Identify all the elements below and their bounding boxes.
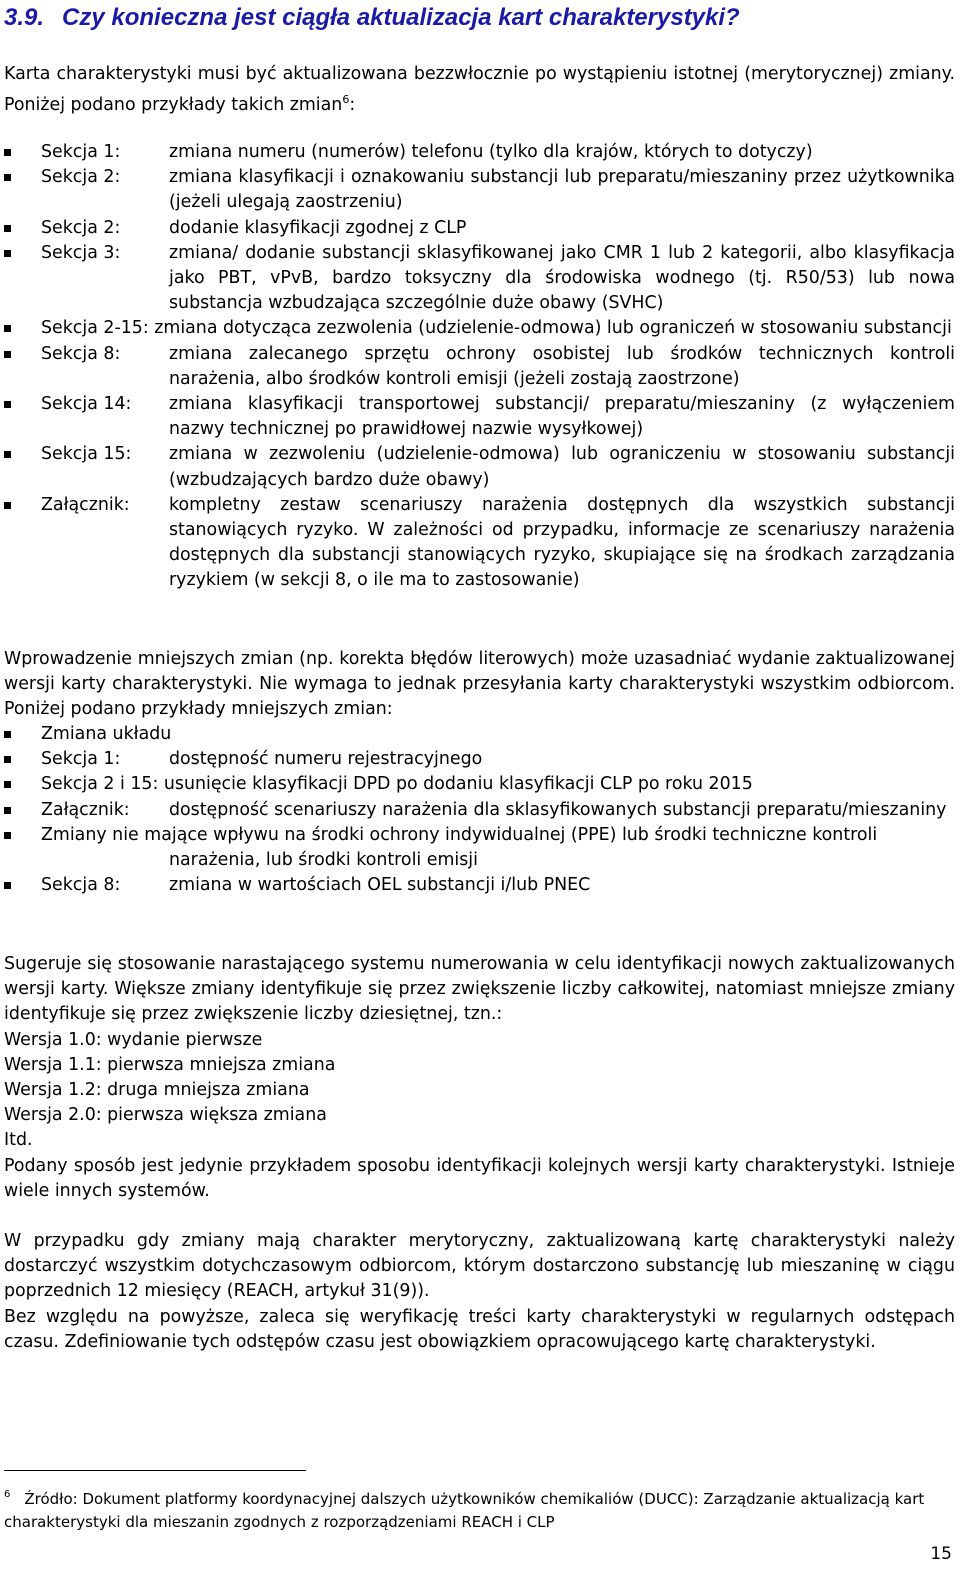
- version-line: Wersja 1.2: druga mniejsza zmiana: [4, 1080, 310, 1101]
- final-section: [4, 1229, 955, 1355]
- section-title: Czy konieczna jest ciągła aktualizacja kart charakterystyki?: [62, 4, 740, 31]
- list-item: Sekcja 8: zmiana zalecanego sprzętu ochrony osobistej lub środków technicznych kontroli narażenia, albo środków kontroli emisji (jeżeli zostają zaostrzone): [4, 342, 955, 392]
- version-line: Wersja 1.0: wydanie pierwsze: [4, 1029, 263, 1050]
- list-item: Sekcja 2 i 15: usunięcie klasyfikacji DPD po dodaniu klasyfikacji CLP po roku 2015: [4, 772, 955, 797]
- final-paragraph-1: W przypadku gdy zmiany mają charakter merytoryczny, zaktualizowaną kartę charakterystyki należy dostarczyć wszystkim dotychczasowym odbiorcom, którym dostarczono substancję lub mieszaninę w ciągu poprzednich 12 miesięcy (REACH, artykuł 31(9)).: [4, 1231, 955, 1302]
- footnote-text: Źródło: Dokument platformy koordynacyjnej dalszych użytkowników chemikaliów (DUCC): Zarządzanie aktualizacją kart charakterystyki dla mieszanin zgodnych z rozporządzeniami REACH i CLP: [4, 1490, 925, 1531]
- section-number: 3.9.: [4, 4, 45, 31]
- list-item: Sekcja 15: zmiana w zezwoleniu (udzielenie-odmowa) lub ograniczeniu w stosowaniu substancji (wzbudzających bardzo duże obawy): [4, 442, 955, 492]
- etc-line: Itd.: [4, 1130, 33, 1151]
- footnote-divider: [4, 1470, 306, 1471]
- version-line: Wersja 1.1: pierwsza mniejsza zmiana: [4, 1054, 336, 1075]
- page-number: 15: [930, 1544, 952, 1564]
- major-changes-list: [4, 140, 955, 594]
- list-item: Sekcja 2: dodanie klasyfikacji zgodnej z CLP: [4, 216, 955, 241]
- list-item: Załącznik: kompletny zestaw scenariuszy narażenia dostępnych dla wszystkich substancji stanowiących ryzyko. W zależności od przypadku, informacje ze scenariuszy narażenia dostępnych dla substancji stanowiących ryzyko, skupiające się na środkach zarządzania ryzykiem (w sekcji 8, o ile ma to zastosowanie): [4, 493, 955, 594]
- final-paragraph-2: Bez względu na powyższe, zaleca się weryfikację treści karty charakterystyki w regularnych odstępach czasu. Zdefiniowanie tych odstępów czasu jest obowiązkiem opracowującego kartę charakterystyki.: [4, 1306, 955, 1352]
- intro-paragraph: Karta charakterystyki musi być aktualizowana bezzwłocznie po wystąpieniu istotnej (merytorycznej) zmiany. Poniżej podano przykłady takich zmian$^6$:: [4, 64, 955, 116]
- list-item: Sekcja 2: zmiana klasyfikacji i oznakowaniu substancji lub preparatu/mieszaniny przez użytkownika (jeżeli ulegają zaostrzeniu): [4, 165, 955, 215]
- version-line: Wersja 2.0: pierwsza większa zmiana: [4, 1105, 327, 1126]
- footnote-ref[interactable]: 6: [342, 93, 350, 107]
- list-item: Sekcja 8: zmiana w wartościach OEL substancji i/lub PNEC: [4, 873, 955, 898]
- minor-intro-paragraph: Wprowadzenie mniejszych zmian (np. korekta błędów literowych) może uzasadniać wydanie zaktualizowanej wersji karty charakterystyki. Nie wymaga to jednak przesyłania karty charakterystyki wszystkim odbiorcom. Poniżej podano przykłady mniejszych zmian:: [4, 649, 955, 720]
- versioning-intro: Sugeruje się stosowanie narastającego systemu numerowania w celu identyfikacji nowych zaktualizowanych wersji karty. Większe zmiany identyfikuje się przez zwiększenie liczby całkowitej, natomiast mniejsze zmiany identyfikuje się przez zwiększenie liczby dziesiętnej, tzn.:: [4, 954, 955, 1025]
- list-item: Sekcja 14: zmiana klasyfikacji transportowej substancji/ preparatu/mieszaniny (z wyłączeniem nazwy technicznej po prawidłowej nazwie wysyłkowej): [4, 392, 955, 442]
- list-item: Sekcja 1: dostępność numeru rejestracyjnego: [4, 747, 955, 772]
- section-heading: [4, 4, 740, 32]
- list-item: Załącznik: dostępność scenariuszy narażenia dla sklasyfikowanych substancji preparatu/mieszaniny: [4, 798, 955, 823]
- footnote: [4, 1483, 934, 1534]
- minor-changes-list: [4, 722, 955, 898]
- versioning-note: Podany sposób jest jedynie przykładem sposobu identyfikacji kolejnych wersji karty charakterystyki. Istnieje wiele innych systemów.: [4, 1155, 955, 1201]
- versioning-section: [4, 952, 955, 1204]
- list-item: Sekcja 1: zmiana numeru (numerów) telefonu (tylko dla krajów, których to dotyczy): [4, 140, 955, 165]
- list-item: Sekcja 3: zmiana/ dodanie substancji sklasyfikowanej jako CMR 1 lub 2 kategorii, albo klasyfikacja jako PBT, vPvB, bardzo toksyczny dla środowiska wodnego (tj. R50/53) lub nowa substancja wzbudzająca szczególnie duże obawy (SVHC): [4, 241, 955, 317]
- list-item: Sekcja 2-15: zmiana dotycząca zezwolenia (udzielenie-odmowa) lub ograniczeń w stosowaniu substancji: [4, 316, 955, 341]
- footnote-number: 6: [4, 1489, 11, 1500]
- list-item: Zmiana układu: [4, 722, 955, 747]
- list-item: Zmiany nie mające wpływu na środki ochrony indywidualnej (PPE) lub środki techniczne kontroli narażenia, lub środki kontroli emisji: [4, 823, 955, 873]
